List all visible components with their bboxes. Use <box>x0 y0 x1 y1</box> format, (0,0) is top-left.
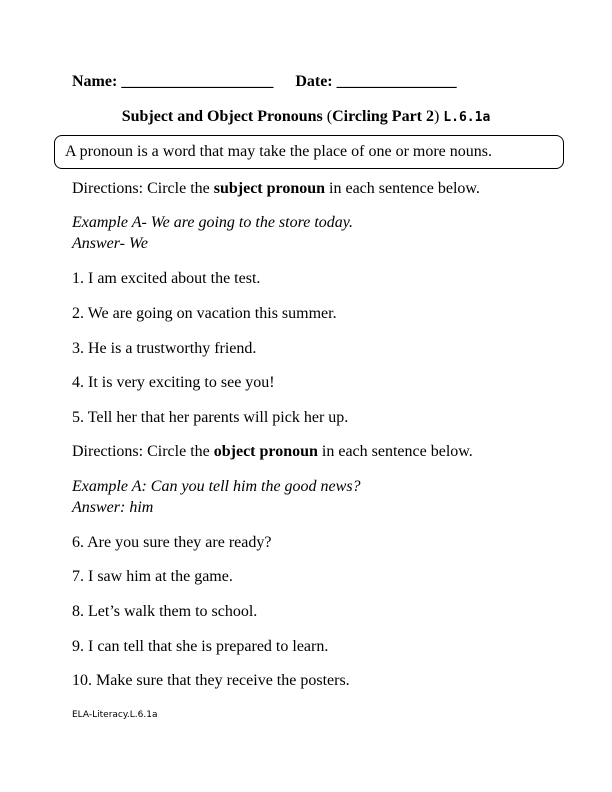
name-label: Name: <box>72 73 118 90</box>
date-label: Date: <box>295 73 333 90</box>
title-paren-open: ( <box>322 108 333 125</box>
directions-suffix: in each sentence below. <box>317 443 473 460</box>
sentence-item: 7. I saw him at the game. <box>72 568 233 585</box>
footer-standard: ELA-Literacy.L.6.1a <box>72 710 158 720</box>
answer-object: Answer: him <box>72 499 154 516</box>
sentence-item: 9. I can tell that she is prepared to learn. <box>72 638 329 655</box>
directions-object <box>72 443 473 461</box>
sentence-item: 6. Are you sure they are ready? <box>72 534 272 551</box>
title-part: Circling Part 2 <box>332 108 434 125</box>
directions-prefix: Directions: Circle the <box>72 443 214 460</box>
header-line <box>72 73 457 91</box>
definition-box <box>54 135 564 169</box>
directions-keyword: subject pronoun <box>213 180 326 197</box>
sentence-item: 5. Tell her that her parents will pick her up. <box>72 409 349 426</box>
sentence-item: 10. Make sure that they receive the posters. <box>72 672 350 689</box>
example-subject: Example A- We are going to the store today. <box>72 214 353 231</box>
name-blank-field[interactable]: ___________________ <box>121 73 274 90</box>
sentence-item: 2. We are going on vacation this summer. <box>72 305 337 322</box>
directions-suffix: in each sentence below. <box>325 180 480 197</box>
sentence-item: 8. Let’s walk them to school. <box>72 603 258 620</box>
answer-subject: Answer- We <box>72 235 148 252</box>
title-paren-close: ) <box>434 108 444 125</box>
standard-code: L.6.1a <box>443 110 491 125</box>
directions-keyword: object pronoun <box>213 443 318 460</box>
directions-subject <box>72 180 480 198</box>
sentence-item: 1. I am excited about the test. <box>72 270 261 287</box>
date-blank-field[interactable]: _______________ <box>336 73 457 90</box>
title-main: Subject and Object Pronouns <box>121 108 323 125</box>
example-object: Example A: Can you tell him the good news? <box>72 478 361 495</box>
definition-text: A pronoun is a word that may take the place of one or more nouns. <box>65 143 492 160</box>
sentence-item: 3. He is a trustworthy friend. <box>72 340 257 357</box>
page-title <box>0 108 612 126</box>
directions-prefix: Directions: Circle the <box>72 180 214 197</box>
sentence-item: 4. It is very exciting to see you! <box>72 374 275 391</box>
